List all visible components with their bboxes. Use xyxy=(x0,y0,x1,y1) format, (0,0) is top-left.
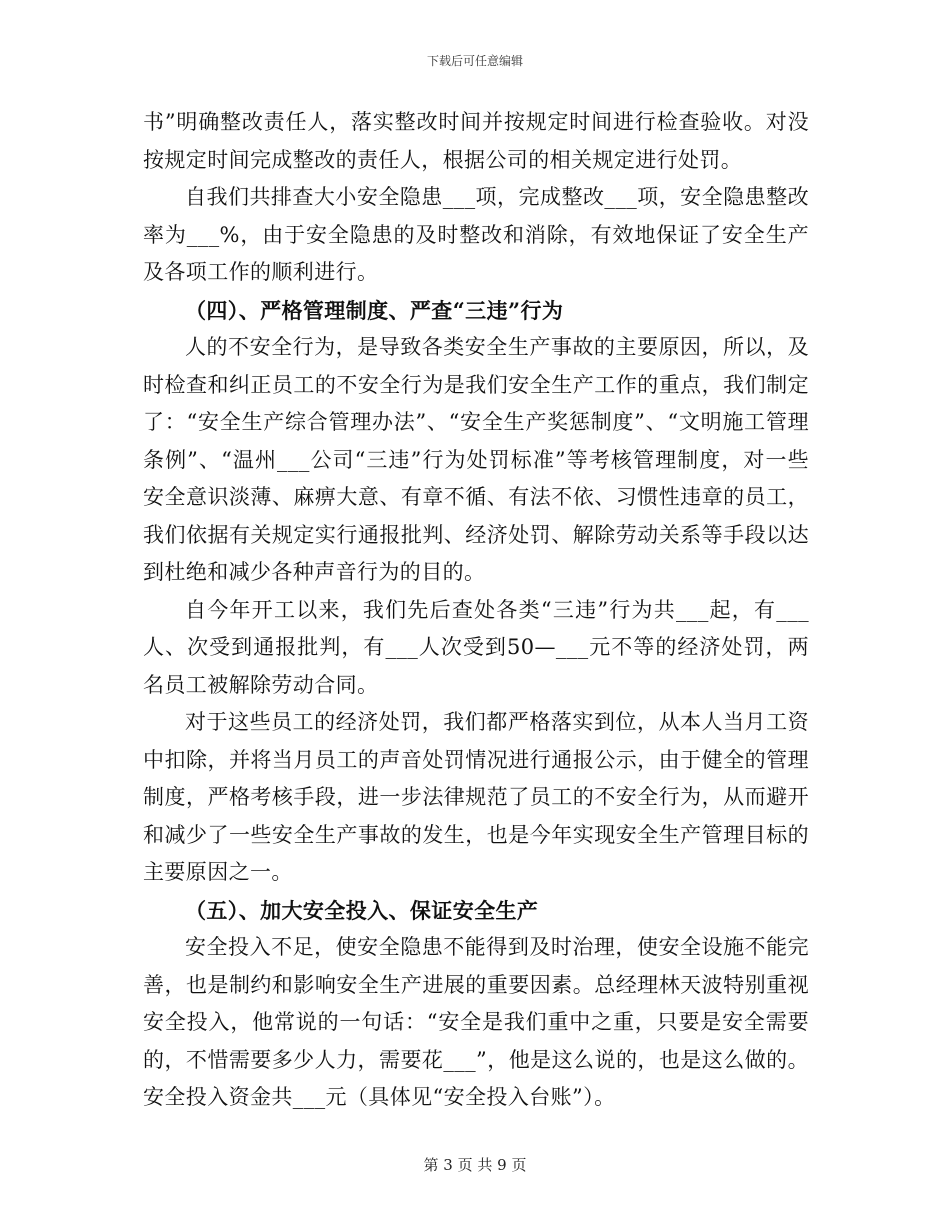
paragraph-safety-investment: 安全投入不足，使安全隐患不能得到及时治理，使安全设施不能完善，也是制约和影响安全生产进展的重要因素。总经理林天波特别重视安全投入，他常说的一句话：“安全是我们重中之重，只要是安全需要的，不惜需要多少人力，需要花___”，他是这么说的，也是这么做的。安全投入资金共___元（具体见“安全投入台账”）。 xyxy=(143,935,809,1109)
section-heading-4: （四）、严格管理制度、严查“三违”行为 xyxy=(185,297,564,323)
paragraph-penalties: 对于这些员工的经济处罚，我们都严格落实到位，从本人当月工资中扣除，并将当月员工的声音处罚情况进行通报公示，由于健全的管理制度，严格考核手段，进一步法律规范了员工的不安全行为，从而避开和减少了一些安全生产事故的发生，也是今年实现安全生产管理目标的主要原因之一。 xyxy=(143,710,809,884)
paragraph-hazard-stats: 自我们共排查大小安全隐患___项，完成整改___项，安全隐患整改率为___%，由于安全隐患的及时整改和消除，有效地保证了安全生产及各项工作的顺利进行。 xyxy=(143,185,809,284)
section-heading-5: （五）、加大安全投入、保证安全生产 xyxy=(185,897,539,923)
paragraph-continuation: 书”明确整改责任人，落实整改时间并按规定时间进行检查验收。对没按规定时间完成整改的责任人，根据公司的相关规定进行处罚。 xyxy=(143,110,809,172)
page-header: 下载后可任意编辑 xyxy=(426,54,523,68)
paragraph-unsafe-behavior: 人的不安全行为，是导致各类安全生产事故的主要原因，所以，及时检查和纠正员工的不安全行为是我们安全生产工作的重点，我们制定了：“安全生产综合管理办法”、“安全生产奖惩制度”、“文明施工管理条例”、“温州___公司“三违”行为处罚标准”等考核管理制度，对一些安全意识淡薄、麻痹大意、有章不循、有法不依、习惯性违章的员工，我们依据有关规定实行通报批判、经济处罚、解除劳动关系等手段以达到杜绝和减少各种声音行为的目的。 xyxy=(143,335,809,584)
page-footer: 第 3 页 共 9 页 xyxy=(423,1156,527,1174)
document-body xyxy=(143,104,809,1117)
paragraph-violation-stats: 自今年开工以来，我们先后查处各类“三违”行为共___起，有___人、次受到通报批判，有___人次受到50—___元不等的经济处罚，两名员工被解除劳动合同。 xyxy=(143,597,809,697)
